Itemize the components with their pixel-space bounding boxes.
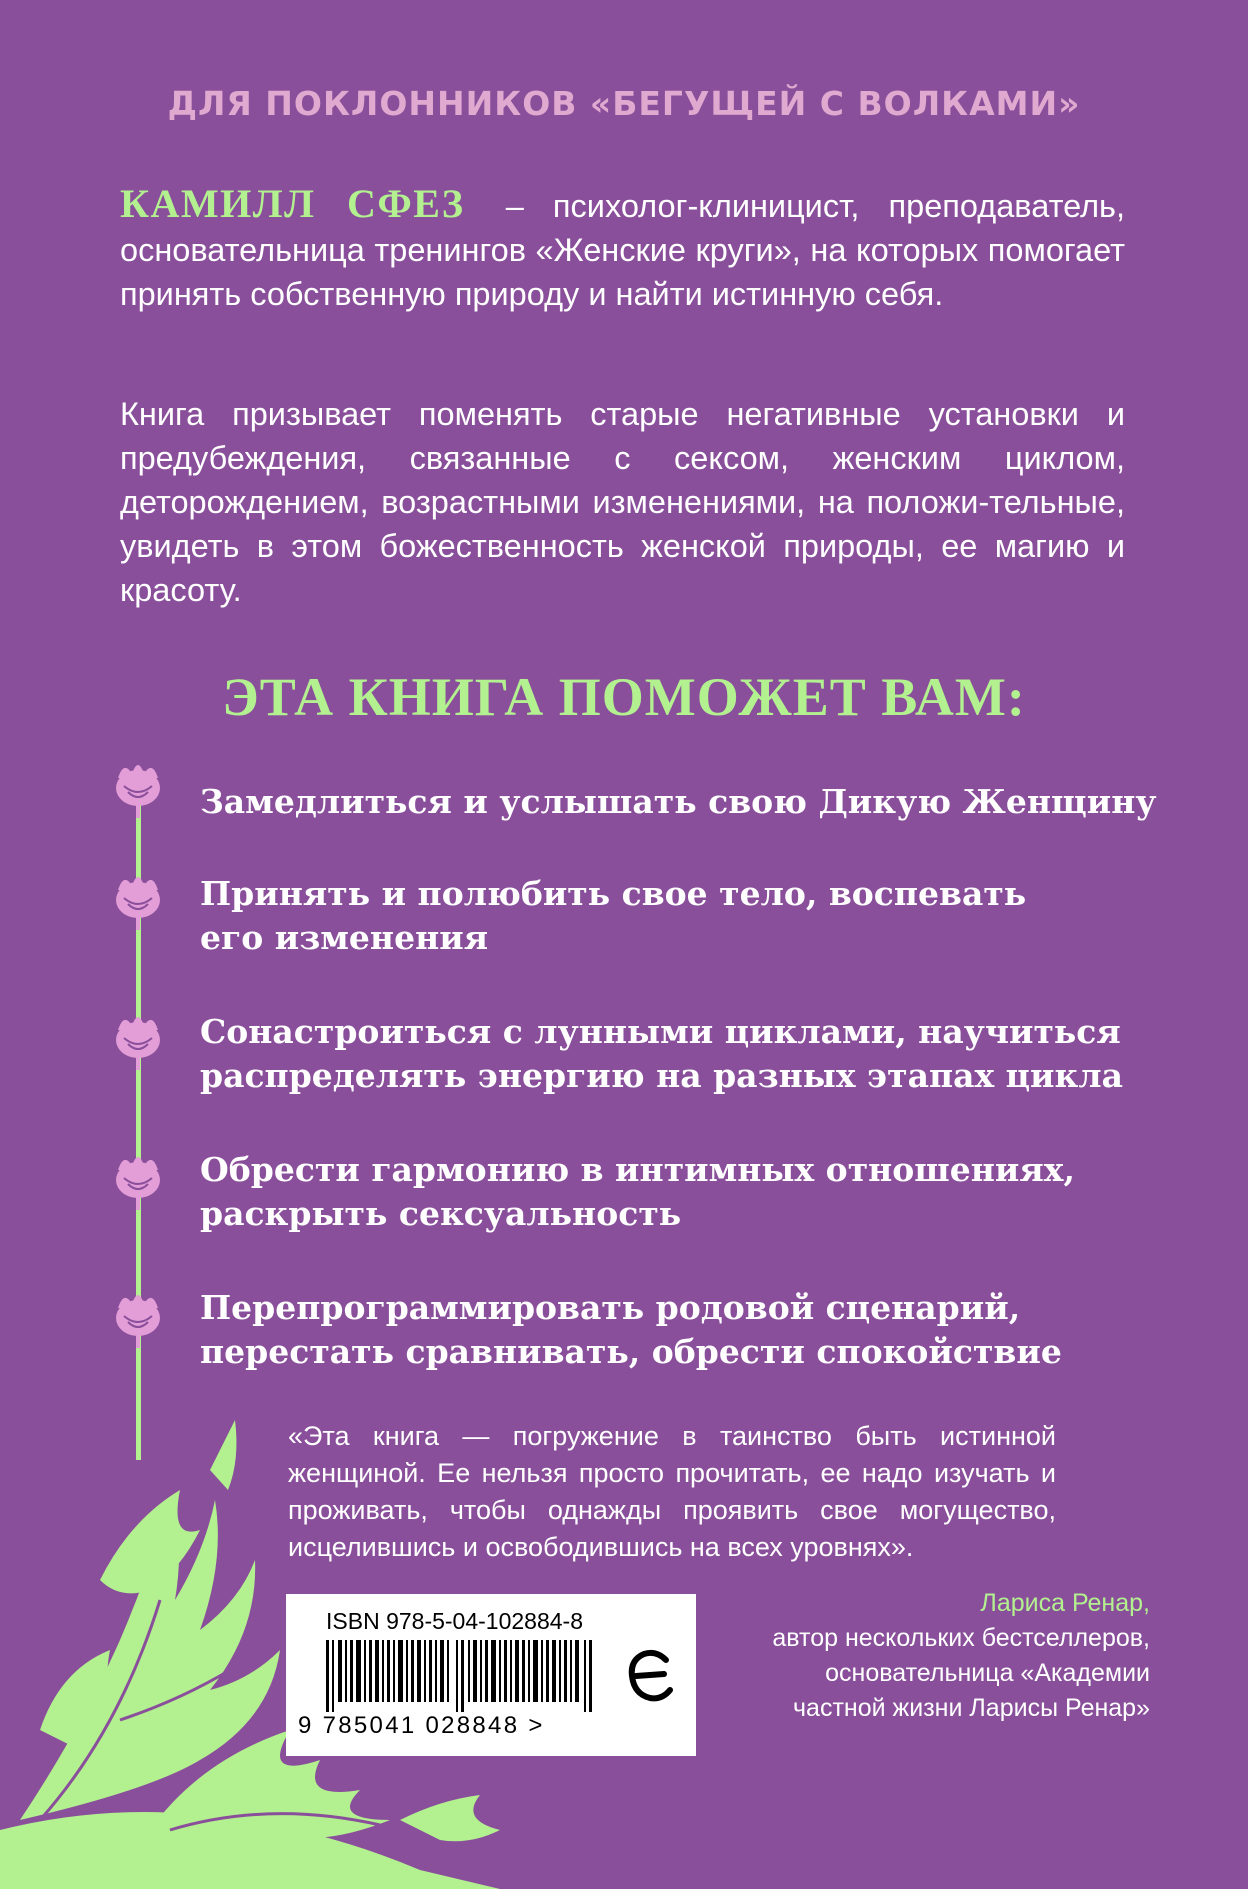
flower-bud-icon (110, 864, 166, 930)
quote-author-role: частной жизни Ларисы Ренар» (793, 1694, 1150, 1722)
benefit-item (200, 872, 1160, 960)
publisher-logo-icon (626, 1646, 676, 1706)
isbn-text: ISBN 978-5-04-102884-8 (326, 1608, 583, 1634)
benefit-line: Замедлиться и услышать свою Дикую Женщину (200, 782, 1157, 821)
benefit-line: Сонастроиться с лунными циклами, научиться (200, 1012, 1121, 1051)
quote-author-role: основательница «Академии (825, 1659, 1150, 1687)
benefit-item (200, 1148, 1160, 1236)
benefit-line: распределять энергию на разных этапах цикла (200, 1056, 1123, 1095)
benefit-line: Перепрограммировать родовой сценарий, (200, 1288, 1021, 1327)
flower-bud-icon (110, 1004, 166, 1070)
benefit-item (200, 780, 1160, 824)
author-name: КАМИЛЛ СФЕЗ (120, 181, 465, 226)
flower-bud-icon (110, 1282, 166, 1348)
intro-paragraph: Книга призывает поменять старые негативные установки и предубеждения, связанные с сексом, женским циклом, деторождением, возрастными изменениями, на положи-тельные, увидеть в этом божественность женской природы, ее магию и красоту. (120, 396, 1125, 608)
barcode-box (286, 1594, 696, 1756)
benefit-line: его изменения (200, 918, 489, 957)
quote-attribution (630, 1586, 1150, 1726)
barcode-bars (326, 1640, 606, 1712)
author-bio-text: – психолог-клиницист, преподаватель, основательница тренингов «Женские круги», на которых помогает принять собственную природу и найти истинную себя. (120, 188, 1126, 312)
benefits-heading: ЭТА КНИГА ПОМОЖЕТ ВАМ: (222, 667, 1026, 727)
benefit-item (200, 1010, 1160, 1098)
barcode-digits: 9 785041 028848 > (298, 1712, 545, 1739)
endorsement-quote: «Эта книга — погружение в таинство быть истинной женщиной. Ее нельзя просто прочитать, ее надо изучать и проживать, чтобы однажды проявить свое могущество, исцелившись и освободившись на всех уровнях». (288, 1421, 1056, 1562)
benefit-line: Обрести гармонию в интимных отношениях, (200, 1150, 1075, 1189)
flower-bud-icon (110, 752, 166, 818)
benefit-line: перестать сравнивать, обрести спокойствие (200, 1332, 1062, 1371)
flower-bud-icon (110, 1144, 166, 1210)
tagline: ДЛЯ ПОКЛОННИКОВ «БЕГУЩЕЙ С ВОЛКАМИ» (167, 84, 1081, 123)
benefit-item (200, 1286, 1160, 1374)
quote-author-role: автор нескольких бестселлеров, (772, 1624, 1150, 1652)
benefit-line: раскрыть сексуальность (200, 1194, 682, 1233)
author-bio-paragraph (120, 182, 1125, 316)
quote-author: Лариса Ренар, (980, 1589, 1150, 1617)
benefit-line: Принять и полюбить свое тело, воспевать (200, 874, 1027, 913)
